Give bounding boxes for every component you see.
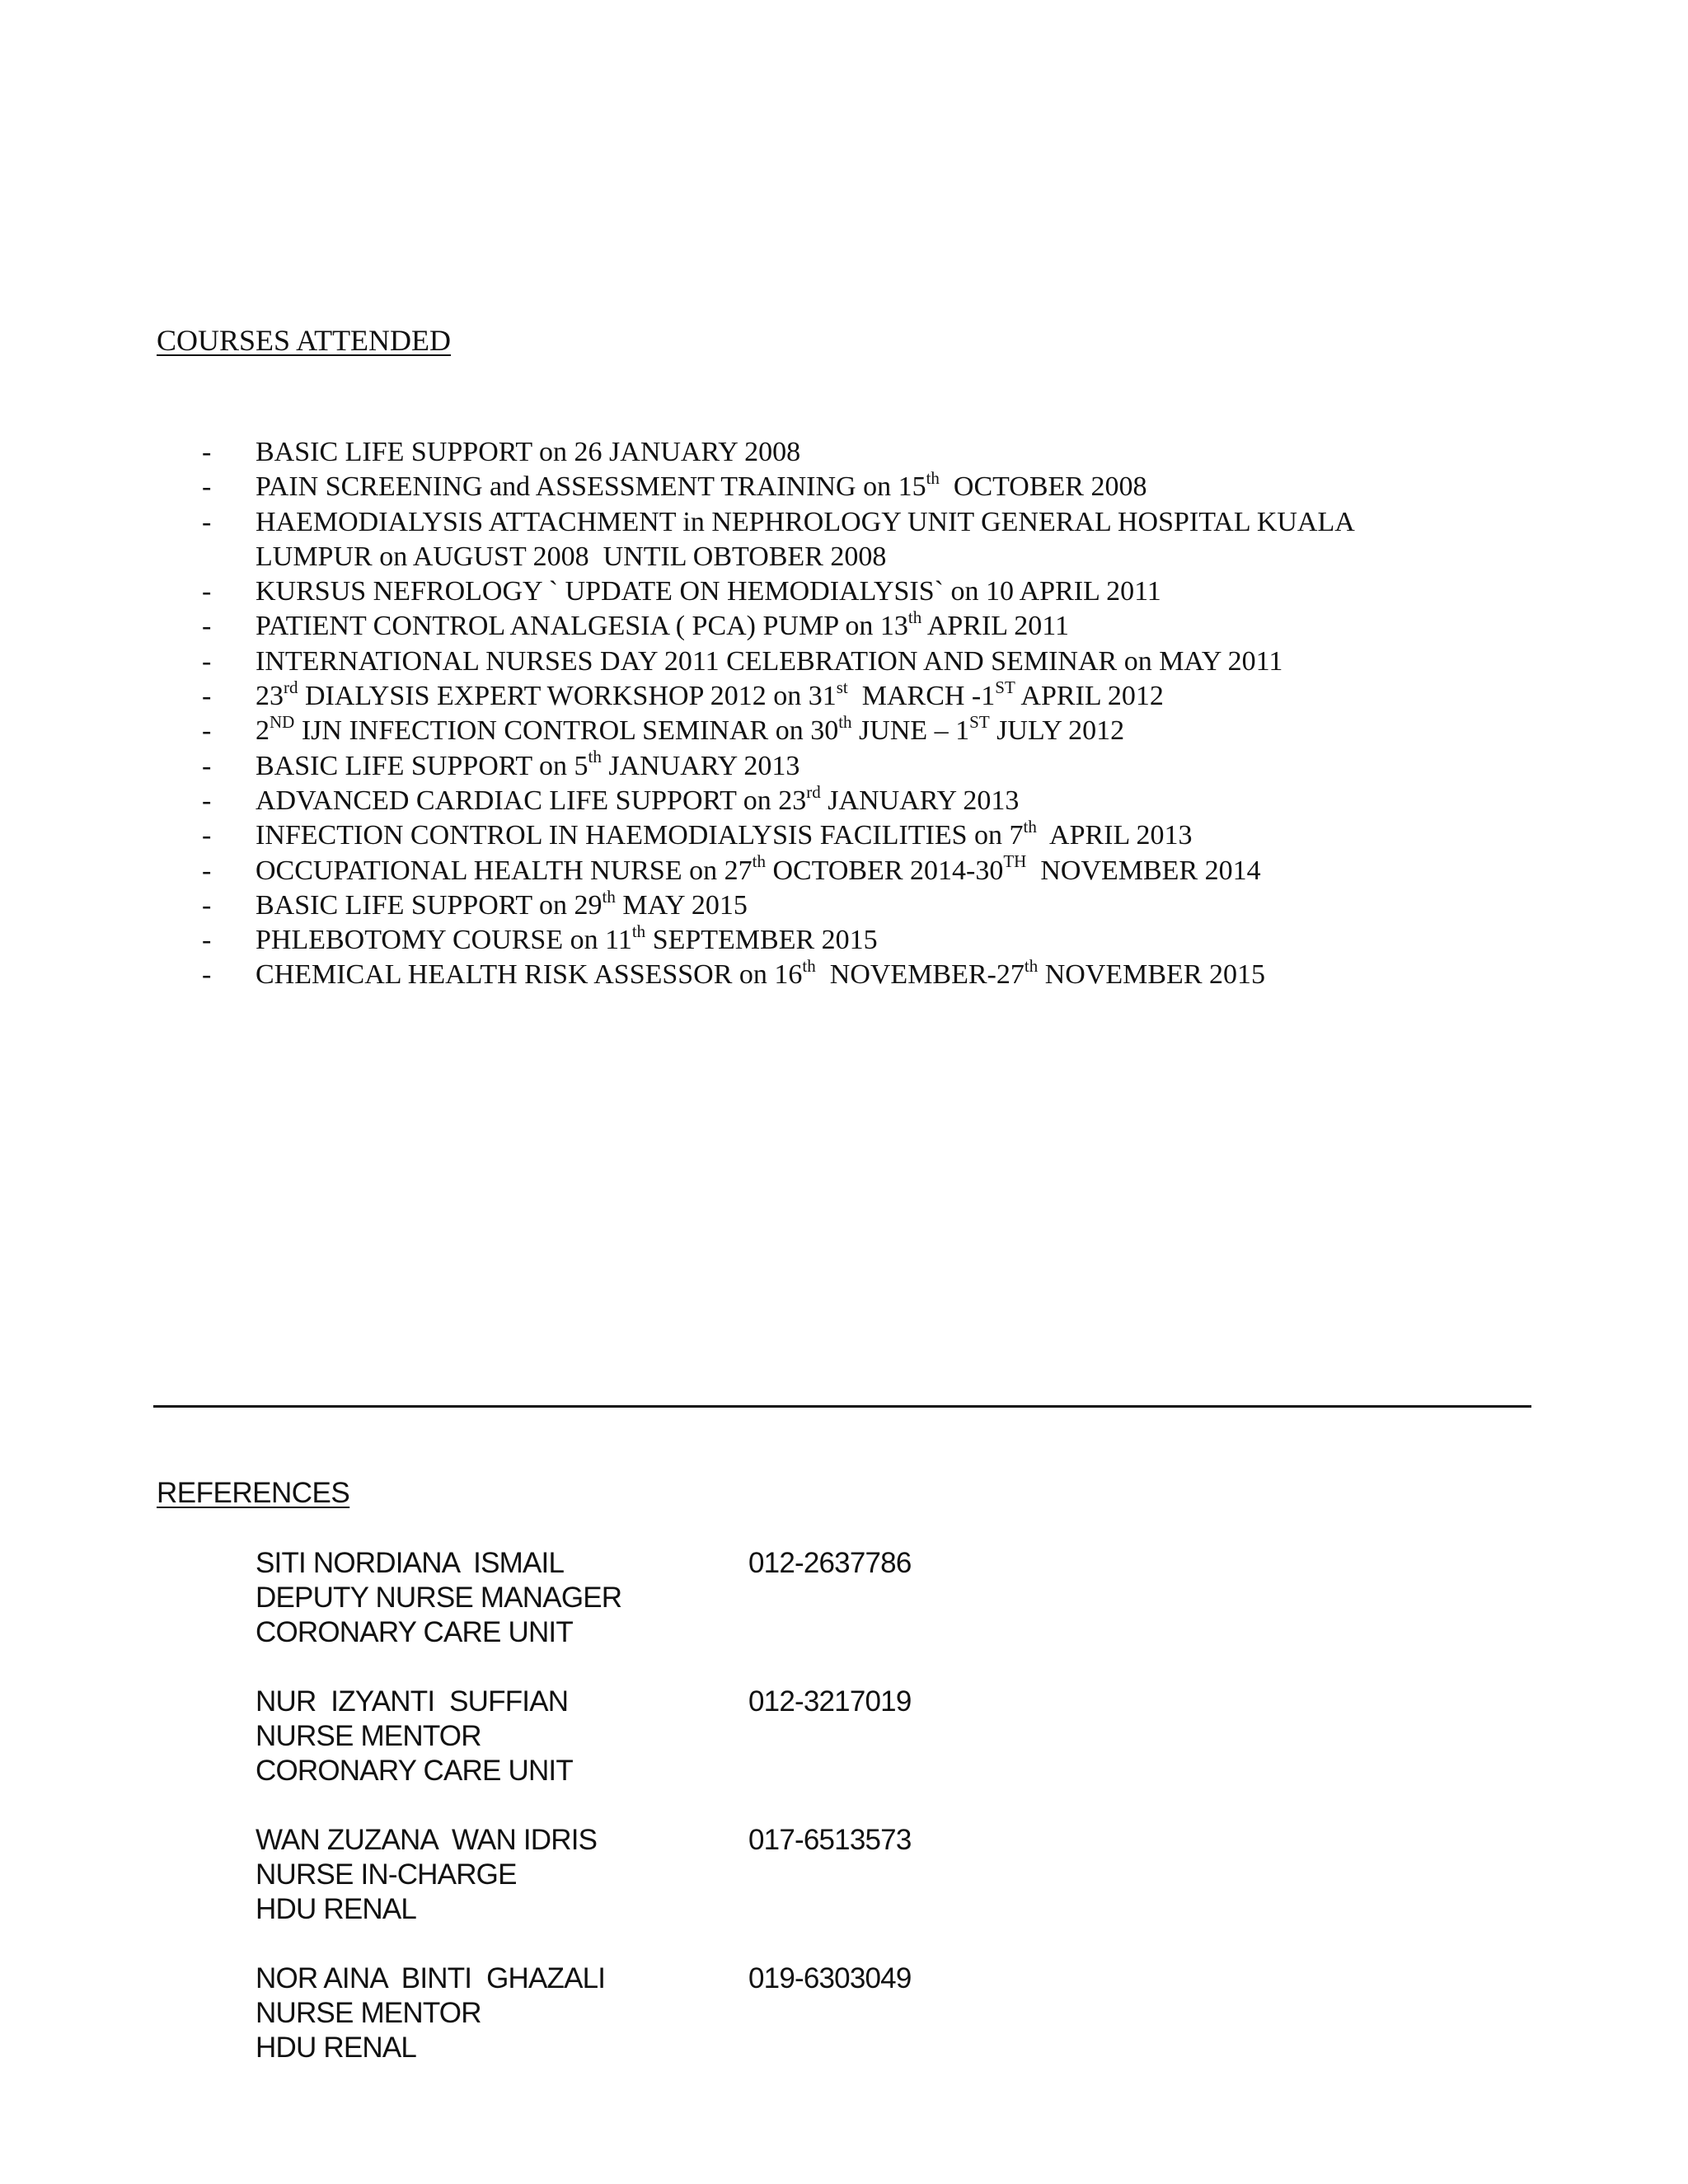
course-text-segment: OCTOBER 2008 [939, 471, 1147, 503]
course-item [0, 609, 1467, 644]
reference-entry [256, 1685, 997, 1823]
course-item [0, 888, 1467, 923]
course-text-segment: OCCUPATIONAL HEALTH NURSE on 27 [256, 855, 753, 886]
list-bullet: - [202, 506, 212, 537]
list-bullet: - [202, 820, 212, 851]
course-item [0, 574, 1467, 609]
ordinal-suffix: th [631, 921, 646, 941]
list-bullet: - [202, 785, 212, 816]
reference-unit: CORONARY CARE UNIT [256, 1755, 573, 1787]
course-text-segment: BASIC LIFE SUPPORT on 5 [256, 750, 588, 781]
reference-title: NURSE MENTOR [256, 1720, 481, 1752]
course-text-segment: APRIL 2012 [1015, 681, 1164, 712]
course-text-segment: MAY 2015 [615, 889, 748, 921]
list-bullet: - [202, 471, 212, 503]
ordinal-suffix: th [602, 886, 616, 907]
course-text [256, 712, 1125, 747]
course-text [256, 956, 1266, 991]
ordinal-suffix: rd [284, 677, 298, 697]
list-bullet: - [202, 889, 212, 921]
course-item [0, 467, 1467, 504]
course-item [0, 851, 1467, 888]
list-bullet: - [202, 645, 212, 677]
reference-entry [256, 1823, 997, 1961]
course-text [256, 816, 1193, 851]
course-text-segment: BASIC LIFE SUPPORT on 29 [256, 889, 603, 921]
course-text [256, 607, 1070, 642]
list-bullet: - [202, 611, 212, 642]
course-text-segment: PATIENT CONTROL ANALGESIA ( PCA) PUMP on 13 [256, 611, 908, 642]
course-text-segment: CHEMICAL HEALTH RISK ASSESSOR on 16 [256, 959, 803, 991]
courses-list [0, 435, 1688, 993]
ordinal-suffix: ST [995, 677, 1015, 697]
course-text [256, 921, 878, 956]
references-list [256, 1546, 997, 2100]
course-text [256, 851, 1261, 886]
course-text-segment: APRIL 2013 [1036, 820, 1193, 851]
ordinal-suffix: th [1023, 816, 1037, 837]
course-text [256, 437, 800, 467]
ordinal-suffix: th [907, 607, 922, 628]
course-text [256, 467, 1147, 503]
course-text-segment: KURSUS NEFROLOGY ` UPDATE ON HEMODIALYSIS` on 10 APRIL 2011 [256, 576, 1161, 607]
course-text-segment: JANUARY 2013 [820, 785, 1020, 816]
course-item [0, 679, 1467, 714]
reference-unit: HDU RENAL [256, 1893, 417, 1925]
ordinal-suffix: ND [270, 712, 295, 733]
course-text-segment: 2 [256, 715, 270, 747]
course-text-segment: NOVEMBER 2015 [1038, 959, 1266, 991]
reference-unit: HDU RENAL [256, 2032, 417, 2064]
reference-phone: 012-3217019 [748, 1685, 912, 1718]
reference-entry [256, 1961, 997, 2100]
references-heading: REFERENCES [157, 1477, 350, 1509]
course-text [256, 677, 1164, 712]
list-bullet: - [202, 750, 212, 781]
course-item [0, 781, 1467, 818]
reference-name: NUR IZYANTI SUFFIAN [256, 1685, 569, 1718]
course-text-segment: JUNE – 1 [851, 715, 970, 747]
ordinal-suffix: TH [1003, 851, 1027, 872]
course-text [256, 886, 748, 921]
ordinal-suffix: ST [969, 712, 990, 733]
course-text-segment: MARCH -1 [847, 681, 996, 712]
course-text-segment: 23 [256, 681, 284, 712]
course-text-segment: INTERNATIONAL NURSES DAY 2011 CELEBRATION AND SEMINAR on MAY 2011 [256, 645, 1283, 677]
course-text-segment: OCTOBER 2014-30 [765, 855, 1004, 886]
ordinal-suffix: th [1024, 956, 1039, 977]
list-bullet: - [202, 576, 212, 607]
list-bullet: - [202, 925, 212, 956]
list-bullet: - [202, 715, 212, 747]
course-text [256, 646, 1282, 677]
reference-name: WAN ZUZANA WAN IDRIS [256, 1824, 598, 1856]
course-item [0, 435, 1467, 470]
reference-entry [256, 1546, 997, 1685]
ordinal-suffix: th [588, 747, 602, 767]
list-bullet: - [202, 681, 212, 712]
ordinal-suffix: th [802, 956, 816, 977]
reference-phone: 019-6303049 [748, 1962, 912, 1994]
reference-title: NURSE MENTOR [256, 1997, 481, 2029]
course-text-segment: APRIL 2011 [921, 611, 1070, 642]
course-text [256, 781, 1020, 816]
reference-name: SITI NORDIANA ISMAIL [256, 1547, 565, 1579]
list-bullet: - [202, 437, 212, 467]
reference-title: DEPUTY NURSE MANAGER [256, 1582, 622, 1614]
course-item [0, 958, 1467, 992]
course-text-segment: JULY 2012 [989, 715, 1125, 747]
course-text-segment: PHLEBOTOMY COURSE on 11 [256, 925, 632, 956]
course-text-segment: BASIC LIFE SUPPORT on 26 JANUARY 2008 [256, 437, 801, 467]
courses-heading: COURSES ATTENDED [157, 324, 452, 357]
ordinal-suffix: rd [806, 781, 821, 802]
course-item [0, 749, 1467, 784]
list-bullet: - [202, 855, 212, 886]
reference-unit: CORONARY CARE UNIT [256, 1616, 573, 1648]
course-text-segment: DIALYSIS EXPERT WORKSHOP 2012 on 31 [298, 681, 837, 712]
course-text-segment: ADVANCED CARDIAC LIFE SUPPORT on 23 [256, 785, 807, 816]
reference-title: NURSE IN-CHARGE [256, 1858, 517, 1891]
course-item [0, 923, 1467, 958]
ordinal-suffix: th [838, 712, 852, 733]
course-text-segment: JANUARY 2013 [601, 750, 800, 781]
course-text [256, 576, 1161, 607]
ordinal-suffix: th [752, 851, 766, 872]
course-text-segment: NOVEMBER 2014 [1026, 855, 1261, 886]
course-text [256, 747, 800, 781]
course-text-segment: INFECTION CONTROL IN HAEMODIALYSIS FACILITIES on 7 [256, 820, 1024, 851]
reference-phone: 017-6513573 [748, 1824, 912, 1856]
course-item [0, 714, 1467, 748]
reference-phone: 012-2637786 [748, 1547, 912, 1579]
reference-name: NOR AINA BINTI GHAZALI [256, 1962, 606, 1994]
list-bullet: - [202, 959, 212, 991]
ordinal-suffix: st [836, 677, 848, 697]
section-divider [153, 1405, 1531, 1408]
ordinal-suffix: th [926, 467, 940, 488]
course-item [0, 644, 1467, 679]
course-text-segment: HAEMODIALYSIS ATTACHMENT in NEPHROLOGY UNIT GENERAL HOSPITAL KUALA LUMPUR on AUGUST 2008 UNTIL OBTOBER 2008 [256, 506, 1361, 572]
course-text-segment: NOVEMBER-27 [815, 959, 1025, 991]
course-text-segment: SEPTEMBER 2015 [645, 925, 878, 956]
course-item [0, 505, 1467, 575]
course-text [256, 507, 1360, 572]
course-text-segment: PAIN SCREENING and ASSESSMENT TRAINING on 15 [256, 471, 926, 503]
course-item [0, 818, 1467, 853]
course-text-segment: IJN INFECTION CONTROL SEMINAR on 30 [294, 715, 839, 747]
